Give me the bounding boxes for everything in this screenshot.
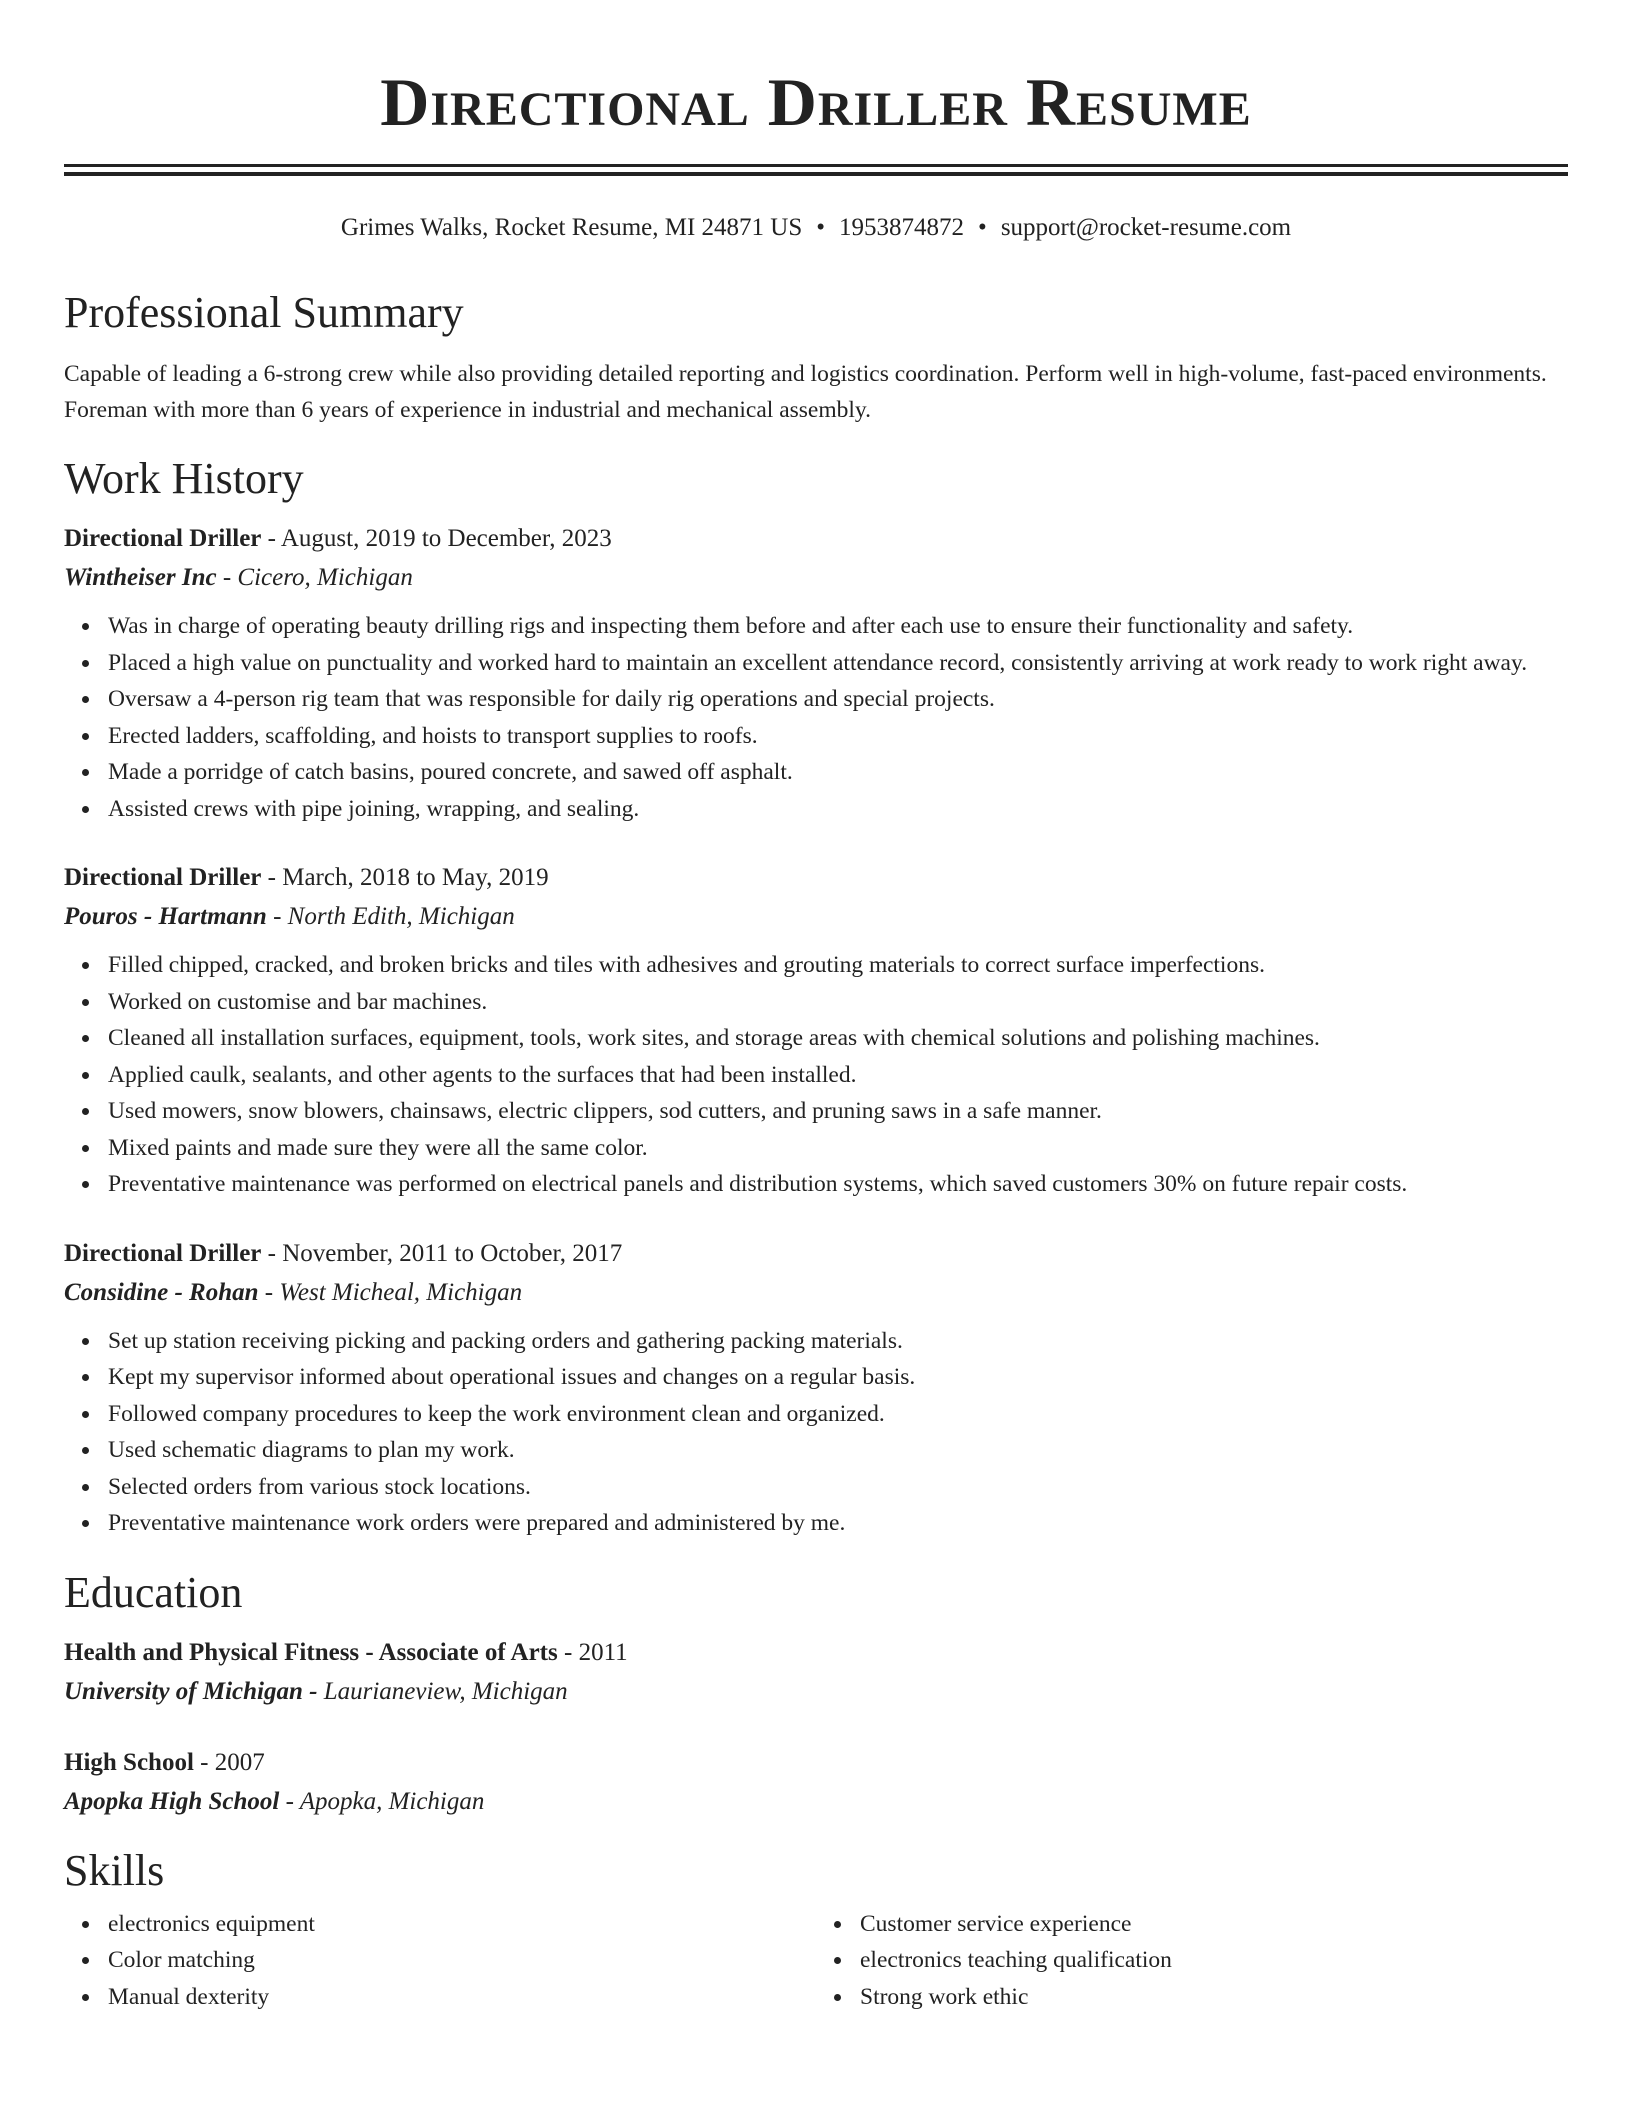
education-location: Laurianeview, Michigan — [317, 1677, 568, 1705]
job-role: Directional Driller — [64, 525, 262, 552]
education-entry — [64, 1744, 1568, 1822]
list-item: Color matching — [108, 1942, 816, 1979]
skills-list-right — [816, 1906, 1568, 2016]
education-year: - 2011 — [557, 1638, 628, 1666]
job-dates: - March, 2018 to May, 2019 — [261, 864, 549, 891]
education-school: Apopka High School — [64, 1787, 280, 1815]
education-year: - 2007 — [193, 1748, 265, 1776]
job-bullets — [64, 608, 1568, 827]
education-header — [64, 1634, 1568, 1672]
list-item: Followed company procedures to keep the work environment clean and organized. — [108, 1396, 1568, 1433]
contact-address: Grimes Walks, Rocket Resume, MI 24871 US — [340, 214, 803, 241]
list-item: electronics equipment — [108, 1906, 816, 1943]
job-company-line — [64, 897, 1568, 937]
job-role: Directional Driller — [64, 1239, 262, 1267]
job-dates: - November, 2011 to October, 2017 — [261, 1239, 623, 1267]
list-item: Set up station receiving picking and packing orders and gathering packing materials. — [108, 1323, 1568, 1360]
contact-separator: • — [816, 214, 826, 241]
job-header — [64, 859, 1568, 897]
list-item: Preventative maintenance work orders were prepared and administered by me. — [108, 1505, 1568, 1542]
list-item: Cleaned all installation surfaces, equipment, tools, work sites, and storage areas with chemical solutions and polishing machines. — [108, 1020, 1568, 1057]
list-item: electronics teaching qualification — [860, 1942, 1568, 1979]
list-item: Filled chipped, cracked, and broken bricks and tiles with adhesives and grouting materials to correct surface imperfections. — [108, 947, 1568, 984]
job-bullets — [64, 947, 1568, 1203]
summary-heading: Professional Summary — [64, 288, 464, 337]
list-item: Strong work ethic — [860, 1979, 1568, 2016]
job-header — [64, 520, 1568, 558]
contact-phone: 1953874872 — [839, 214, 965, 241]
job-company: Pouros - Hartmann — [64, 903, 267, 930]
skills-grid — [64, 1896, 1568, 2016]
list-item: Placed a high value on punctuality and worked hard to maintain an excellent attendance record, consistently arriving at work ready to work right away. — [108, 645, 1568, 682]
title-divider-top — [64, 164, 1568, 167]
title-divider-bottom — [64, 172, 1568, 176]
list-item: Selected orders from various stock locations. — [108, 1469, 1568, 1506]
list-item: Manual dexterity — [108, 1979, 816, 2016]
education-degree: Health and Physical Fitness - Associate of Arts — [64, 1638, 558, 1666]
list-item: Made a porridge of catch basins, poured concrete, and sawed off asphalt. — [108, 754, 1568, 791]
list-item: Oversaw a 4-person rig team that was responsible for daily rig operations and special projects. — [108, 681, 1568, 718]
job-company-line — [64, 1273, 1568, 1313]
work-history-heading: Work History — [64, 454, 304, 503]
list-item: Customer service experience — [860, 1906, 1568, 1943]
job-company: Considine - Rohan — [64, 1278, 259, 1306]
job-company: Wintheiser Inc — [64, 564, 217, 591]
job-location: - West Micheal, Michigan — [258, 1278, 523, 1306]
list-item: Was in charge of operating beauty drilling rigs and inspecting them before and after each use to ensure their functionality and safety. — [108, 608, 1568, 645]
resume-title: Directional Driller Resume — [380, 64, 1252, 140]
summary-text: Capable of leading a 6-strong crew while also providing detailed reporting and logistics coordination. Perform well in high-volume, fast-paced environments. Foreman with more than 6 years of experience in industrial and mechanical assembly. — [64, 361, 1547, 423]
job-bullets — [64, 1323, 1568, 1542]
job-entry — [64, 859, 1568, 1203]
list-item: Kept my supervisor informed about operational issues and changes on a regular basis. — [108, 1359, 1568, 1396]
job-header — [64, 1235, 1568, 1273]
education-school: University of Michigan - — [64, 1677, 318, 1705]
list-item: Worked on customise and bar machines. — [108, 984, 1568, 1021]
list-item: Mixed paints and made sure they were all the same color. — [108, 1130, 1568, 1167]
list-item: Erected ladders, scaffolding, and hoists to transport supplies to roofs. — [108, 718, 1568, 755]
skills-list-left — [64, 1906, 816, 2016]
list-item: Applied caulk, sealants, and other agents to the surfaces that had been installed. — [108, 1057, 1568, 1094]
contact-line — [64, 212, 1568, 244]
job-location: - Cicero, Michigan — [216, 564, 413, 591]
list-item: Preventative maintenance was performed on electrical panels and distribution systems, which saved customers 30% on future repair costs. — [108, 1166, 1568, 1203]
job-entry — [64, 520, 1568, 827]
education-degree: High School — [64, 1748, 194, 1776]
education-school-line — [64, 1672, 1568, 1712]
education-header — [64, 1744, 1568, 1782]
contact-email: support@rocket-resume.com — [1000, 214, 1292, 241]
list-item: Assisted crews with pipe joining, wrapping, and sealing. — [108, 791, 1568, 828]
education-location: - Apopka, Michigan — [279, 1787, 485, 1815]
education-school-line — [64, 1782, 1568, 1822]
job-dates: - August, 2019 to December, 2023 — [261, 525, 612, 552]
job-location: - North Edith, Michigan — [266, 903, 515, 930]
list-item: Used mowers, snow blowers, chainsaws, electric clippers, sod cutters, and pruning saws in a safe manner. — [108, 1093, 1568, 1130]
skills-heading: Skills — [64, 1845, 165, 1895]
contact-separator: • — [978, 214, 987, 241]
job-company-line — [64, 558, 1568, 598]
list-item: Used schematic diagrams to plan my work. — [108, 1432, 1568, 1469]
job-entry — [64, 1235, 1568, 1542]
education-heading: Education — [64, 1567, 243, 1617]
education-entry — [64, 1634, 1568, 1712]
job-role: Directional Driller — [64, 864, 262, 891]
